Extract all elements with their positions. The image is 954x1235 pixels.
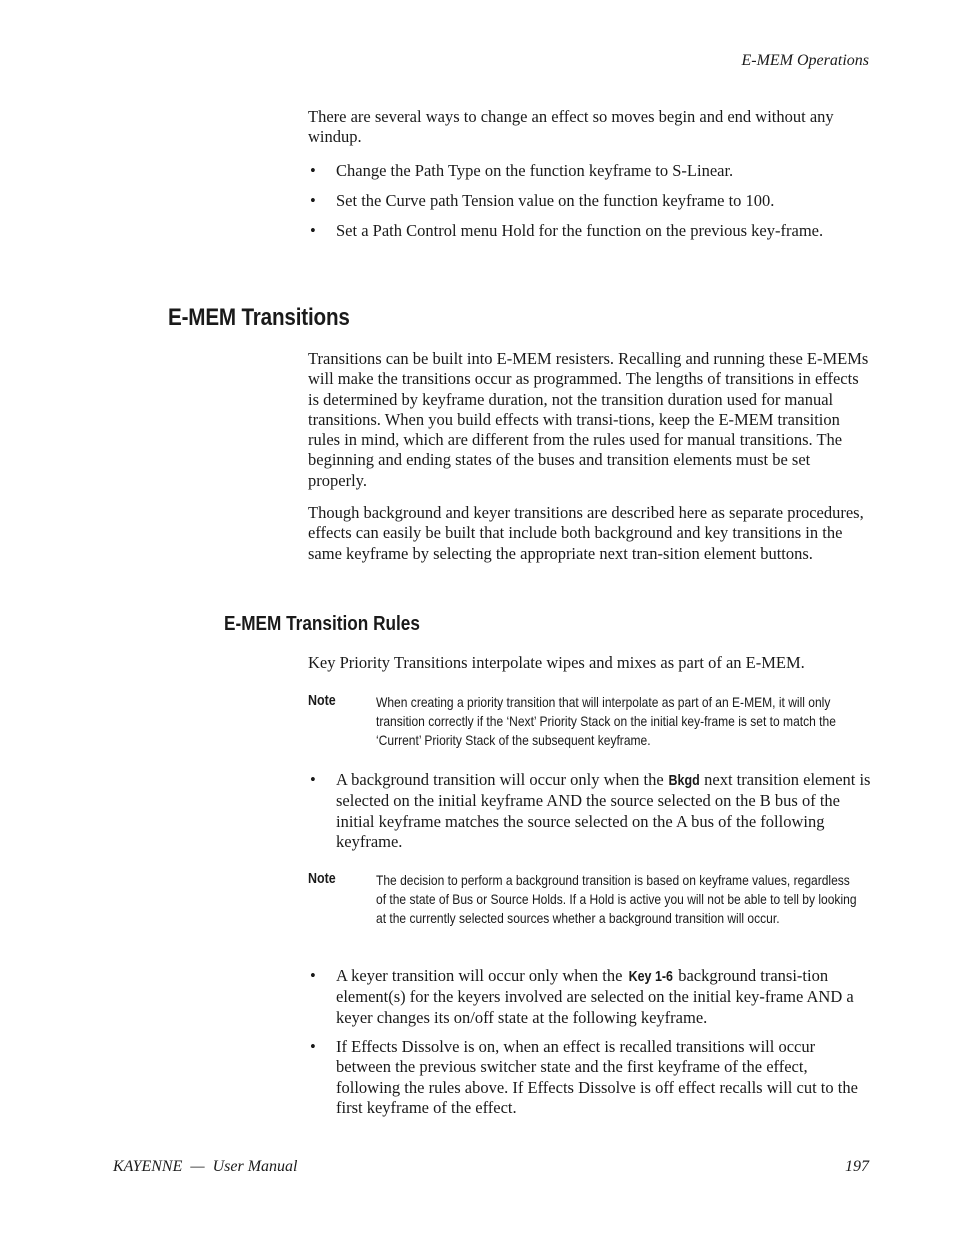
text-run: next transition element is selected on the initial keyframe AND the source selected on the B bus of the initial keyframe matches the source selected on the A bus of the following keyframe.: [336, 770, 871, 851]
bullet-marker: •: [310, 161, 316, 180]
subsection-heading: E-MEM Transition Rules: [224, 613, 420, 635]
section-paragraph: Transitions can be built into E-MEM resisters. Recalling and running these E-MEMs will make the transitions occur as programmed. The lengths of transitions in effects is determined by keyframe duration, not the transition duration used for manual transitions. When you build effects with transi-tions, keep the E-MEM transition rules in mind, which are different from the rules used for manual transitions. The beginning and ending states of the buses and transition elements must be set properly.: [308, 349, 869, 490]
list-item-text: Set a Path Control menu Hold for the function on the previous key-frame.: [336, 221, 824, 240]
list-item-text: If Effects Dissolve is on, when an effect is recalled transitions will occur between the previous switcher state and the first keyframe of the effect, following the rules above. If Effects Dissolve is off effect recalls will cut to the first keyframe of the effect.: [336, 1037, 858, 1117]
note-text: When creating a priority transition that will interpolate as part of an E-MEM, it will only transition correctly if the ‘Next’ Priority Stack on the initial key-frame is set to match the ‘Current’ Priority Stack of the subsequent keyframe.: [376, 694, 836, 748]
section-paragraph: Though background and keyer transitions are described here as separate procedures, effects can easily be built that include both background and key transitions in the same keyframe by selecting the appropriate next tran-sition element buttons.: [308, 503, 864, 563]
list-item: [308, 1037, 872, 1118]
bullet-marker: •: [310, 221, 316, 240]
bullet-marker: •: [310, 1037, 316, 1056]
note-text: The decision to perform a background transition is based on keyframe values, regardless of the state of Bus or Source Holds. If a Hold is active you will not be able to tell by looking at the currently selected sources whether a background transition will occur.: [376, 872, 857, 926]
list-item-text: [336, 966, 872, 1028]
list-item: [308, 966, 872, 1028]
note-label: Note: [308, 693, 336, 709]
bullet-marker: •: [310, 191, 316, 210]
note-block: [308, 871, 868, 927]
bkgd-button-label: Bkgd: [668, 773, 700, 789]
page-number: 197: [845, 1158, 869, 1175]
list-item-text: [336, 770, 872, 852]
list-item-text: Set the Curve path Tension value on the function keyframe to 100.: [336, 191, 775, 210]
bullet-marker: •: [310, 966, 316, 985]
list-item: [308, 161, 872, 181]
note-block: [308, 693, 868, 749]
bullet-marker: •: [310, 770, 316, 789]
footer-manual-title: KAYENNE — User Manual: [113, 1158, 298, 1175]
text-run: background transi-tion element(s) for the keyers involved are selected on the initial key-frame AND a keyer changes its on/off state at the following keyframe.: [336, 966, 854, 1027]
section-heading: E-MEM Transitions: [168, 304, 350, 331]
note-label: Note: [308, 871, 336, 887]
list-item: [308, 221, 872, 241]
list-item-text: Change the Path Type on the function keyframe to S-Linear.: [336, 161, 734, 180]
intro-paragraph: There are several ways to change an effect so moves begin and end without any windup.: [308, 107, 834, 147]
subsection-intro: Key Priority Transitions interpolate wipes and mixes as part of an E-MEM.: [308, 653, 805, 672]
running-header: E-MEM Operations: [741, 52, 869, 69]
list-item: [308, 770, 872, 852]
list-item: [308, 191, 872, 211]
text-run: A background transition will occur only when the: [336, 770, 668, 789]
text-run: A keyer transition will occur only when the: [336, 966, 627, 985]
key-1-6-button-label: Key 1-6: [628, 969, 673, 985]
